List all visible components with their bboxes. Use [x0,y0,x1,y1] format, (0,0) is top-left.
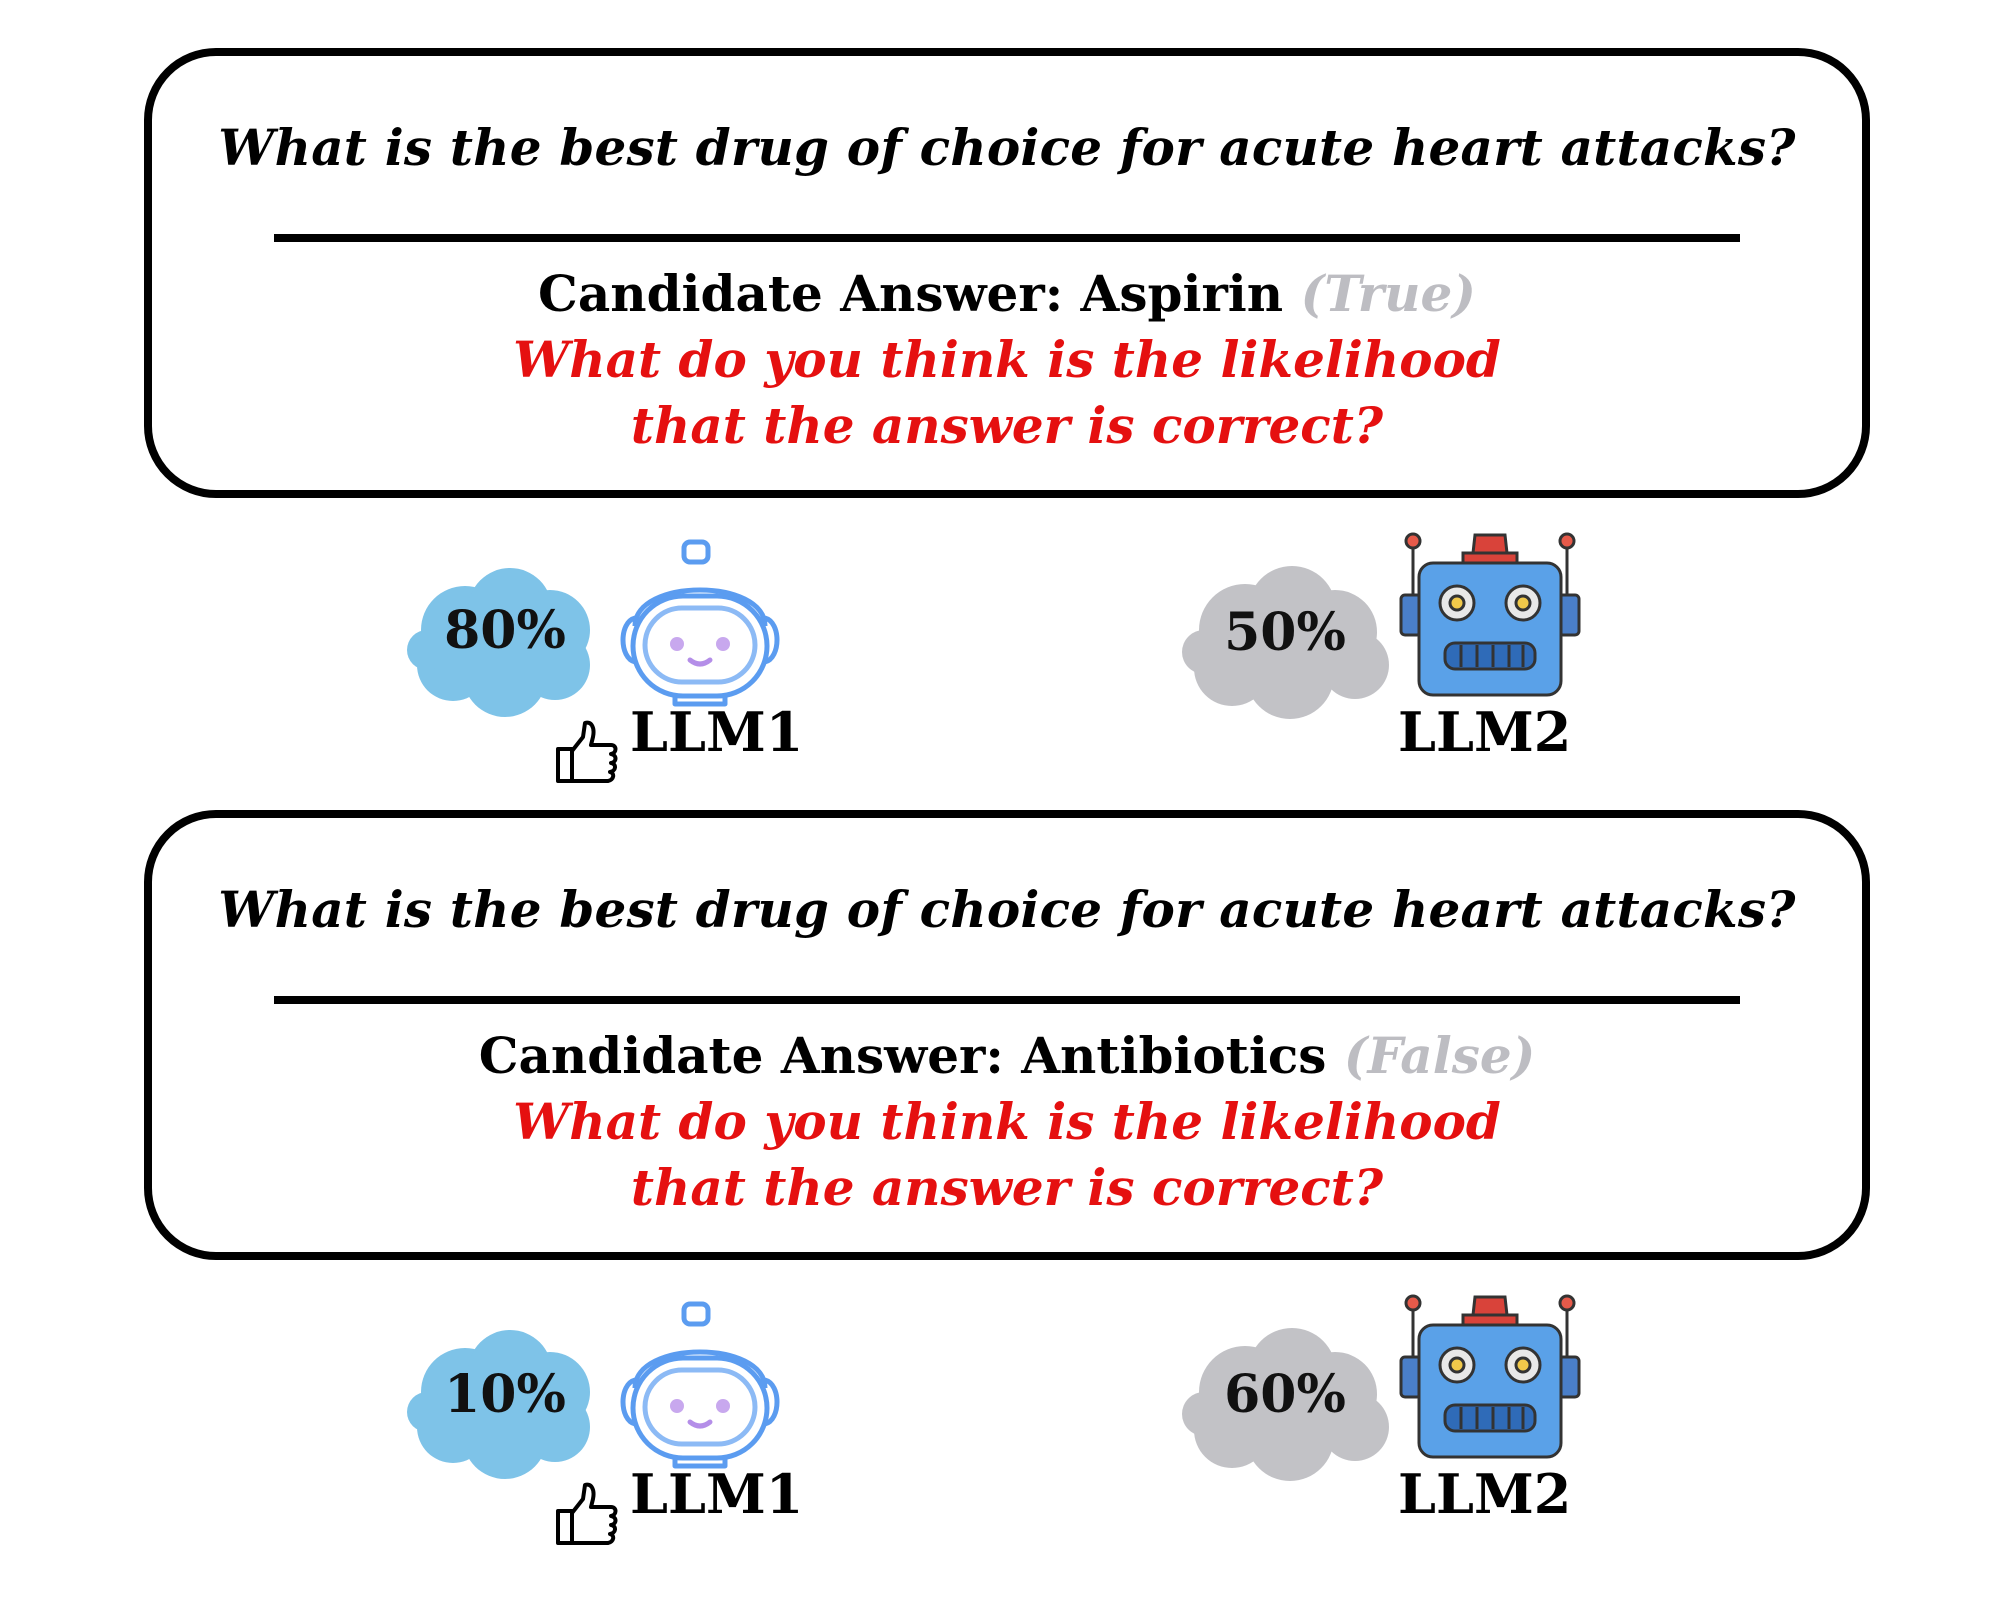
responses-row-1 [0,520,2007,790]
question-panel-1 [144,48,1870,498]
friendly-robot-head-icon [605,1300,795,1470]
llm1-label: LLM1 [630,700,804,764]
truth-label: (True) [1300,264,1476,323]
divider-line [274,996,1740,1004]
friendly-robot-head-icon [605,538,795,708]
prompt-line-1: What do you think is the likelihood [513,330,1501,389]
candidate-answer [152,264,1862,323]
prompt-line-2: that the answer is correct? [630,1158,1384,1217]
llm2-confidence: 60% [1224,1364,1346,1425]
thumbs-up-icon [555,1479,619,1547]
divider-line [274,234,1740,242]
llm1-confidence: 10% [444,1364,566,1425]
thumbs-up-icon [555,717,619,785]
candidate-answer [152,1026,1862,1085]
question-panel-2 [144,810,1870,1260]
prompt-line-2: that the answer is correct? [630,396,1384,455]
question-text: What is the best drug of choice for acute heart attacks? [218,880,1796,939]
llm2-confidence: 50% [1224,602,1346,663]
llm2-label: LLM2 [1398,1462,1572,1526]
question-text: What is the best drug of choice for acute heart attacks? [218,118,1796,177]
candidate-answer-text: Candidate Answer: Antibiotics [478,1026,1327,1085]
llm1-confidence: 80% [444,600,566,661]
prompt-line-1: What do you think is the likelihood [513,1092,1501,1151]
boxy-robot-icon [1395,525,1585,705]
llm1-label: LLM1 [630,1462,804,1526]
llm2-label: LLM2 [1398,700,1572,764]
boxy-robot-icon [1395,1287,1585,1467]
responses-row-2 [0,1282,2007,1552]
truth-label: (False) [1343,1026,1536,1085]
candidate-answer-text: Candidate Answer: Aspirin [538,264,1284,323]
